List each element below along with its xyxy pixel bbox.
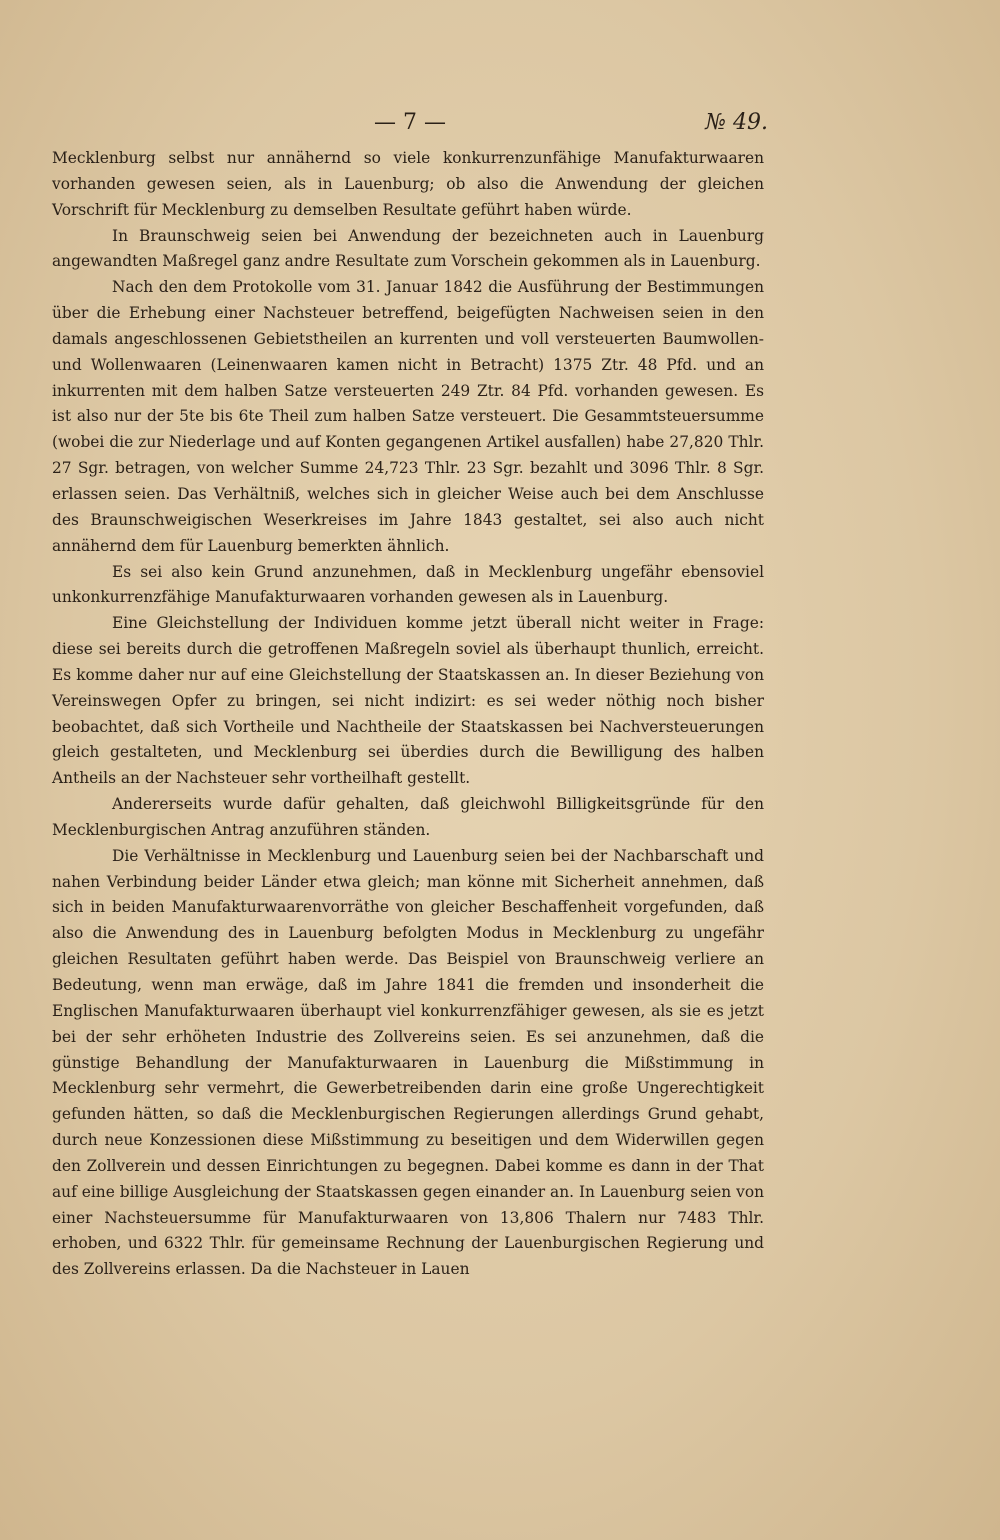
- paragraph: In Braunschweig seien bei Anwendung der bezeichneten auch in Lauenburg angewandten Maßregel ganz andre Resultate zum Vorschein gekommen als in Lauenburg.: [52, 226, 764, 271]
- paragraph: Andererseits wurde dafür gehalten, daß gleichwohl Billigkeitsgründe für den Mecklenburgischen Antrag anzuführen ständen.: [52, 795, 764, 839]
- document-number: № 49.: [705, 110, 768, 135]
- body-text: [52, 146, 764, 1283]
- page-header: [0, 110, 1000, 140]
- page-number: — 7 —: [374, 110, 446, 135]
- paragraph: Es sei also kein Grund anzunehmen, daß in Mecklenburg ungefähr ebensoviel unkonkurrenzfähige Manufakturwaaren vorhanden gewesen als in Lauenburg.: [52, 562, 764, 607]
- paragraph: Nach den dem Protokolle vom 31. Januar 1842 die Ausführung der Bestimmungen über die Erhebung einer Nachsteuer betreffend, beigefügten Nachweisen seien in den damals angeschlossenen Gebietstheilen an kurrenten und voll versteuerten Baumwollen- und Wollenwaaren (Leinenwaaren kamen nicht in Betracht) 1375 Ztr. 48 Pfd. und an inkurrenten mit dem halben Satze versteuerten 249 Ztr. 84 Pfd. vorhanden gewesen. Es ist also nur der 5te bis 6te Theil zum halben Satze versteuert. Die Gesammtsteuersumme (wobei die zur Niederlage und auf Konten gegangenen Artikel ausfallen) habe 27,820 Thlr. 27 Sgr. betragen, von welcher Summe 24,723 Thlr. 23 Sgr. bezahlt und 3096 Thlr. 8 Sgr. erlassen seien. Das Verhältniß, welches sich in gleicher Weise auch bei dem Anschlusse des Braunschweigischen Weserkreises im Jahre 1843 gestaltet, sei also auch nicht annähernd dem für Lauenburg bemerkten ähnlich.: [52, 278, 764, 555]
- paragraph: Eine Gleichstellung der Individuen komme jetzt überall nicht weiter in Frage: diese sei bereits durch die getroffenen Maßregeln soviel als überhaupt thunlich, erreicht. Es komme daher nur auf eine Gleichstellung der Staatskassen an. In dieser Beziehung von Vereinswegen Opfer zu bringen, sei nicht indizirt: es sei weder nöthig noch bisher beobachtet, daß sich Vortheile und Nachtheile der Staatskassen bei Nachversteuerungen gleich gestalteten, und Mecklenburg sei überdies durch die Bewilligung des halben Antheils an der Nachsteuer sehr vortheilhaft gestellt.: [52, 614, 764, 788]
- paragraph: Die Verhältnisse in Mecklenburg und Lauenburg seien bei der Nachbarschaft und nahen Verbindung beider Länder etwa gleich; man könne mit Sicherheit annehmen, daß sich in beiden Manufakturwaarenvorräthe von gleicher Beschaffenheit vorgefunden, daß also die Anwendung des in Lauenburg befolgten Modus in Mecklenburg zu ungefähr gleichen Resultaten geführt haben werde. Das Beispiel von Braunschweig verliere an Bedeutung, wenn man erwäge, daß im Jahre 1841 die fremden und insonderheit die Englischen Manufakturwaaren überhaupt viel konkurrenzfähiger gewesen, als sie es jetzt bei der sehr erhöheten Industrie des Zollvereins seien. Es sei anzunehmen, daß die günstige Behandlung der Manufakturwaaren in Lauenburg die Mißstimmung in Mecklenburg sehr vermehrt, die Gewerbetreibenden darin eine große Ungerechtigkeit gefunden hätten, so daß die Mecklenburgischen Regierungen allerdings Grund gehabt, durch neue Konzessionen diese Mißstimmung zu beseitigen und dem Widerwillen gegen den Zollverein und dessen Einrichtungen zu begegnen. Dabei komme es dann in der That auf eine billige Ausgleichung der Staatskassen gegen einander an. In Lauenburg seien von einer Nachsteuersumme für Manufakturwaaren von 13,806 Thalern nur 7483 Thlr. erhoben, und 6322 Thlr. für gemeinsame Rechnung der Lauenburgischen Regierung und des Zollvereins erlassen. Da die Nachsteuer in Lauen: [52, 846, 764, 1279]
- paragraph: Mecklenburg selbst nur annähernd so viele konkurrenzunfähige Manufakturwaaren vorhanden gewesen seien, als in Lauenburg; ob also die Anwendung der gleichen Vorschrift für Mecklenburg zu demselben Resultate geführt haben würde.: [52, 149, 764, 219]
